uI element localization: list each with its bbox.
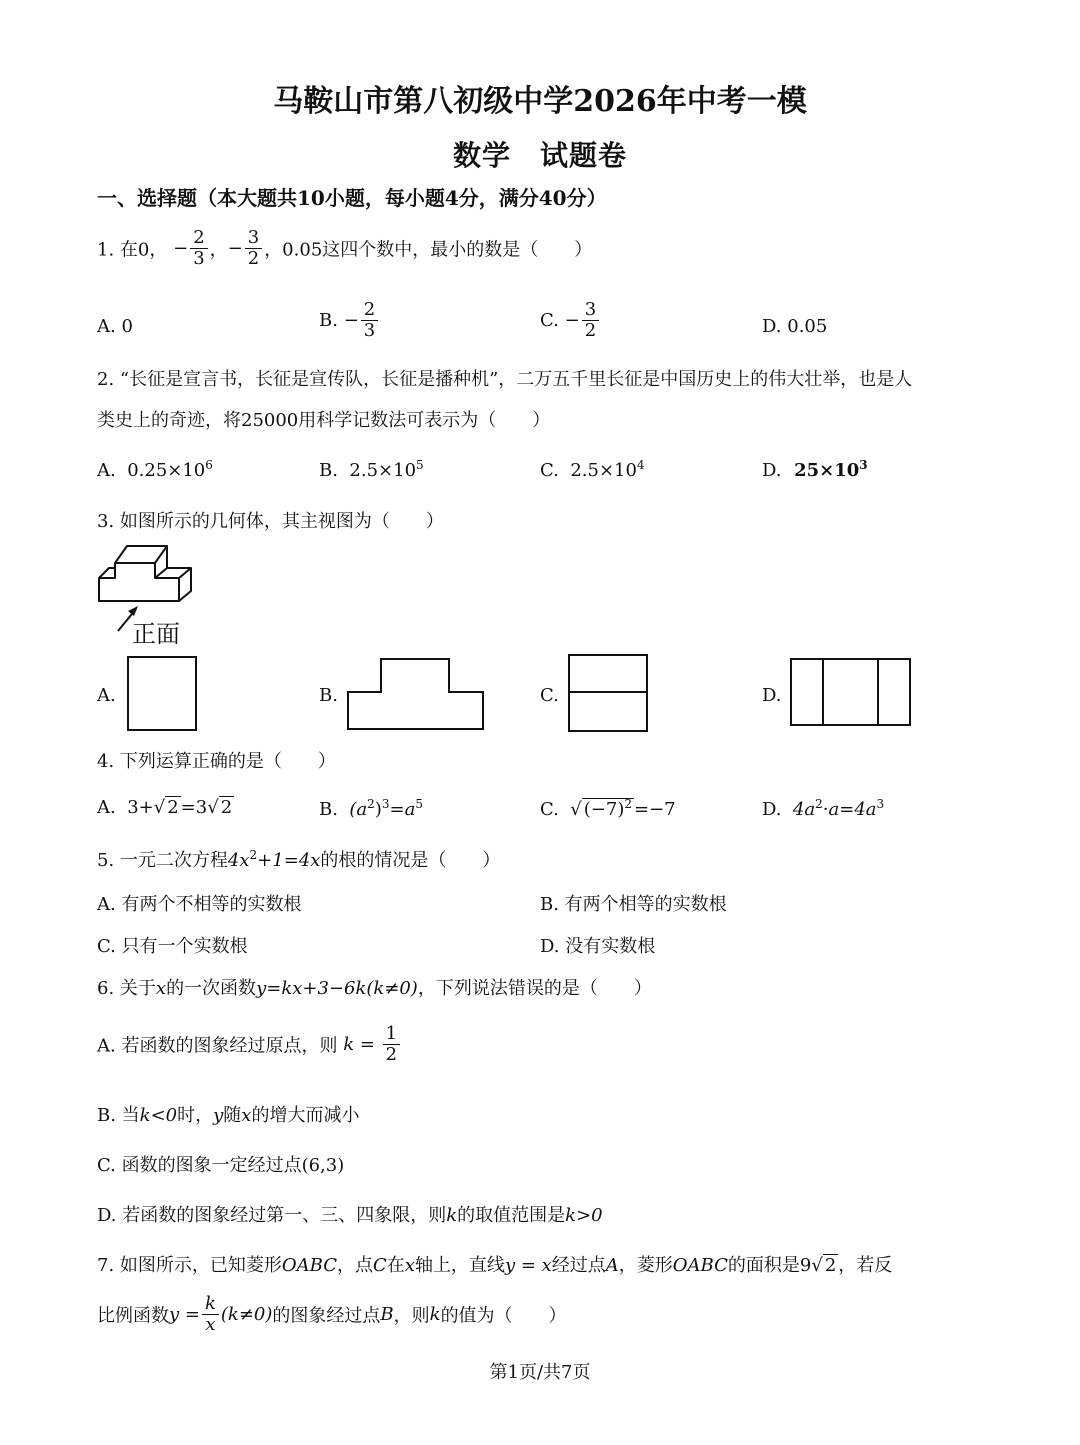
q4-option-d: D. $4a^2\cdot a=4a^3$ <box>762 797 885 820</box>
q6-option-a: A. 若函数的图象经过原点，则 k = $\frac{1}{2}$ <box>97 1024 402 1065</box>
page-title: 马鞍山市第八初级中学2026年中考一模 <box>273 84 807 119</box>
solid-right-step-top <box>155 568 191 578</box>
q3-option-c-figure <box>568 654 650 734</box>
q3-option-a-figure <box>127 656 199 732</box>
q4-option-a: A. 3+√ 2 =3√ 2 <box>97 797 233 818</box>
q3-option-a-label: A. <box>97 685 116 706</box>
question-1-stem: 1. 在0， − $\frac{2}{3}$ ，− $\frac{3}{2}$ ，0.05这四个数中，最小的数是（ ） <box>97 227 593 269</box>
solid-middle-top <box>115 546 167 563</box>
question-3-stem: 3. 如图所示的几何体，其主视图为（ ） <box>97 511 444 532</box>
q3-option-b-label: B. <box>319 685 338 706</box>
q5-option-a: A. 有两个不相等的实数根 <box>97 894 302 915</box>
q1-option-c: C. − $\frac{3}{2}$ <box>540 300 601 341</box>
q5-option-c: C. 只有一个实数根 <box>97 936 248 957</box>
question-2-line1: 2. “长征是宣言书，长征是宣传队，长征是播种机”，二万五千里长征是中国历史上的伟大壮举，也是人 <box>97 369 913 390</box>
section-heading: 一、选择题（本大题共10小题，每小题4分，满分40分） <box>97 186 607 210</box>
q6-option-b: B. 当k<0时，y随x的增大而减小 <box>97 1105 360 1126</box>
q5-option-d: D. 没有实数根 <box>540 936 656 957</box>
q1-option-d: D. 0.05 <box>762 316 828 337</box>
question-4-stem: 4. 下列运算正确的是（ ） <box>97 751 336 772</box>
front-label: 正面 <box>132 620 180 648</box>
q1-option-b: B. − $\frac{2}{3}$ <box>319 300 380 341</box>
q2-option-c: C. $2.5\times 10^4$ <box>540 458 645 481</box>
question-2-line2: 类史上的奇迹，将25000用科学记数法可表示为（ ） <box>97 410 551 431</box>
q4-option-c: C. √ $(-7)^2 =-7$ <box>540 797 676 820</box>
q3-option-c-label: C. <box>540 685 559 706</box>
q1-option-a: A. 0 <box>97 316 133 337</box>
q3-option-d-figure <box>790 658 914 728</box>
question-7-line2: 比例函数y = $\frac{k}{x}$ (k≠0)的图象经过点B，则k的值为（ ） <box>97 1293 567 1335</box>
q2-option-a: A. $0.25\times 10^6$ <box>97 458 213 481</box>
question-6-stem: 6. 关于x的一次函数y=kx+3−6k(k≠0)，下列说法错误的是（ ） <box>97 978 652 999</box>
question-5-stem: 5. 一元二次方程$4x^2+1=4x$的根的情况是（ ） <box>97 848 501 871</box>
page-subtitle: 数学 试题卷 <box>452 139 627 172</box>
q3-option-b-figure <box>346 657 486 731</box>
q2-option-d: D. $25\times 10^3$ <box>762 458 868 481</box>
q6-option-c: C. 函数的图象一定经过点(6,3) <box>97 1155 345 1176</box>
question-7-line1: 7. 如图所示，已知菱形OABC，点C在x轴上，直线y = x经过点A，菱形OABC的面积是9√ 2 ，若反 <box>97 1255 893 1276</box>
q6-option-d: D. 若函数的图象经过第一、三、四象限，则k的取值范围是k>0 <box>97 1205 603 1226</box>
q5-option-b: B. 有两个相等的实数根 <box>540 894 727 915</box>
solid-left-step-top <box>99 568 115 578</box>
q4-option-b: B. $(a^2)^3=a^5$ <box>319 797 423 820</box>
q2-option-b: B. $2.5\times 10^5$ <box>319 458 424 481</box>
page-number: 第1页/共7页 <box>489 1362 591 1383</box>
q3-option-d-label: D. <box>762 685 782 706</box>
